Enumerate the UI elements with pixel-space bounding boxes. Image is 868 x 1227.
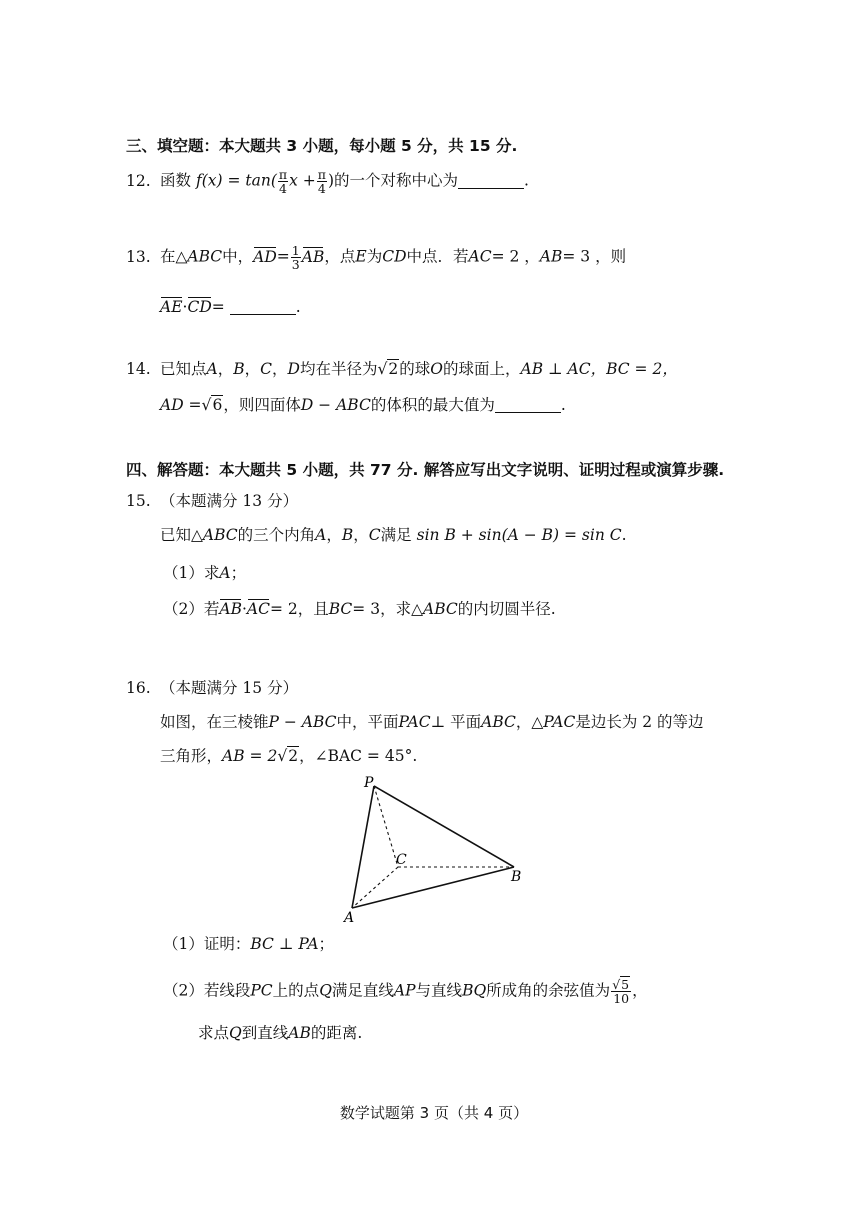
label-p: P [364,775,374,791]
sqrt-2b: √2 [277,747,299,765]
question-16-part-2-line-2: 求点Q到直线AB的距离. [198,1024,363,1042]
q16-cosine-fraction: $\frac{√5}{10}$ [612,977,630,1006]
section-3-heading: 三、填空题：本大题共 3 小题，每小题 5 分，共 15 分. [126,137,518,155]
q15-score: （本题满分 13 分） [160,492,299,510]
page-footer: 数学试题第 3 页（共 4 页） [339,1104,529,1122]
sqrt-2: √2 [377,360,399,378]
pyramid-figure [330,770,530,930]
question-15-stem: 已知△ABC的三个内角A，B，C满足 sin B + sin(A − B) = sin C. [160,526,627,544]
edge-pb [374,786,514,867]
question-15 [126,490,298,512]
edge-ab [352,867,514,908]
vector-ad: AD [253,247,277,266]
question-13-line-2: AE·CD= . [160,298,301,316]
label-a: A [344,910,355,926]
label-c: C [396,852,407,868]
question-13: 13. 在△ABC中，AD= $\frac{1}{3}$ AB，点E为CD中点．若AC= 2 ，AB= 3 ，则 [126,243,627,272]
q16-number: 16. [126,679,151,697]
vector-ab: AB [301,247,325,266]
question-12: 12. 函数 f(x) = tan( $\frac{\pi}{4}$ x + $\frac{\pi}{4}$ )的一个对称中心为 . [126,167,529,196]
q12-number: 12. [126,171,151,190]
question-16-stem-2: 三角形，AB = 2√2，∠BAC = 45°. [160,747,418,765]
q13-number: 13. [126,247,151,266]
question-16-part-1: （1）证明：BC ⊥ PA； [163,935,335,953]
q12-answer-blank [458,172,524,189]
question-15-part-2: （2）若AB·AC= 2，且BC= 3，求△ABC的内切圆半径. [163,600,556,618]
vector-ab-2: AB [219,600,242,618]
vector-ac: AC [246,600,270,618]
vector-ae: AE [160,298,183,316]
question-16-stem-1: 如图，在三棱锥P − ABC中，平面PAC⊥ 平面ABC，△PAC是边长为 2 的等边 [160,713,704,731]
question-16 [126,677,298,699]
q12-fraction-1: $\frac{\pi}{4}$ [278,167,288,196]
question-15-part-1: （1）求A； [163,564,247,582]
q14-number: 14. [126,360,151,378]
vector-cd: CD [187,298,212,316]
q12-fraction-2: $\frac{\pi}{4}$ [317,167,326,196]
q13-answer-blank [230,298,296,315]
q14-answer-blank [495,396,561,413]
section-4-heading: 四、解答题：本大题共 5 小题，共 77 分. 解答应写出文字说明、证明过程或演算步骤. [126,461,725,479]
q13-fraction: $\frac{1}{3}$ [291,243,300,272]
question-16-part-2: （2）若线段PC上的点Q满足直线AP与直线BQ所成角的余弦值为 $\frac{√5}{10}$ ， [163,977,648,1006]
q16-score: （本题满分 15 分） [160,679,299,697]
label-b: B [511,869,522,885]
question-14: 14. 已知点A，B，C，D均在半径为√2的球O的球面上，AB ⊥ AC，BC = 2， [126,360,678,378]
question-14-line-2: AD =√6，则四面体D − ABC的体积的最大值为 . [160,396,566,414]
edge-pa [352,786,374,908]
q15-number: 15. [126,492,151,510]
sqrt-6: √6 [201,396,223,414]
